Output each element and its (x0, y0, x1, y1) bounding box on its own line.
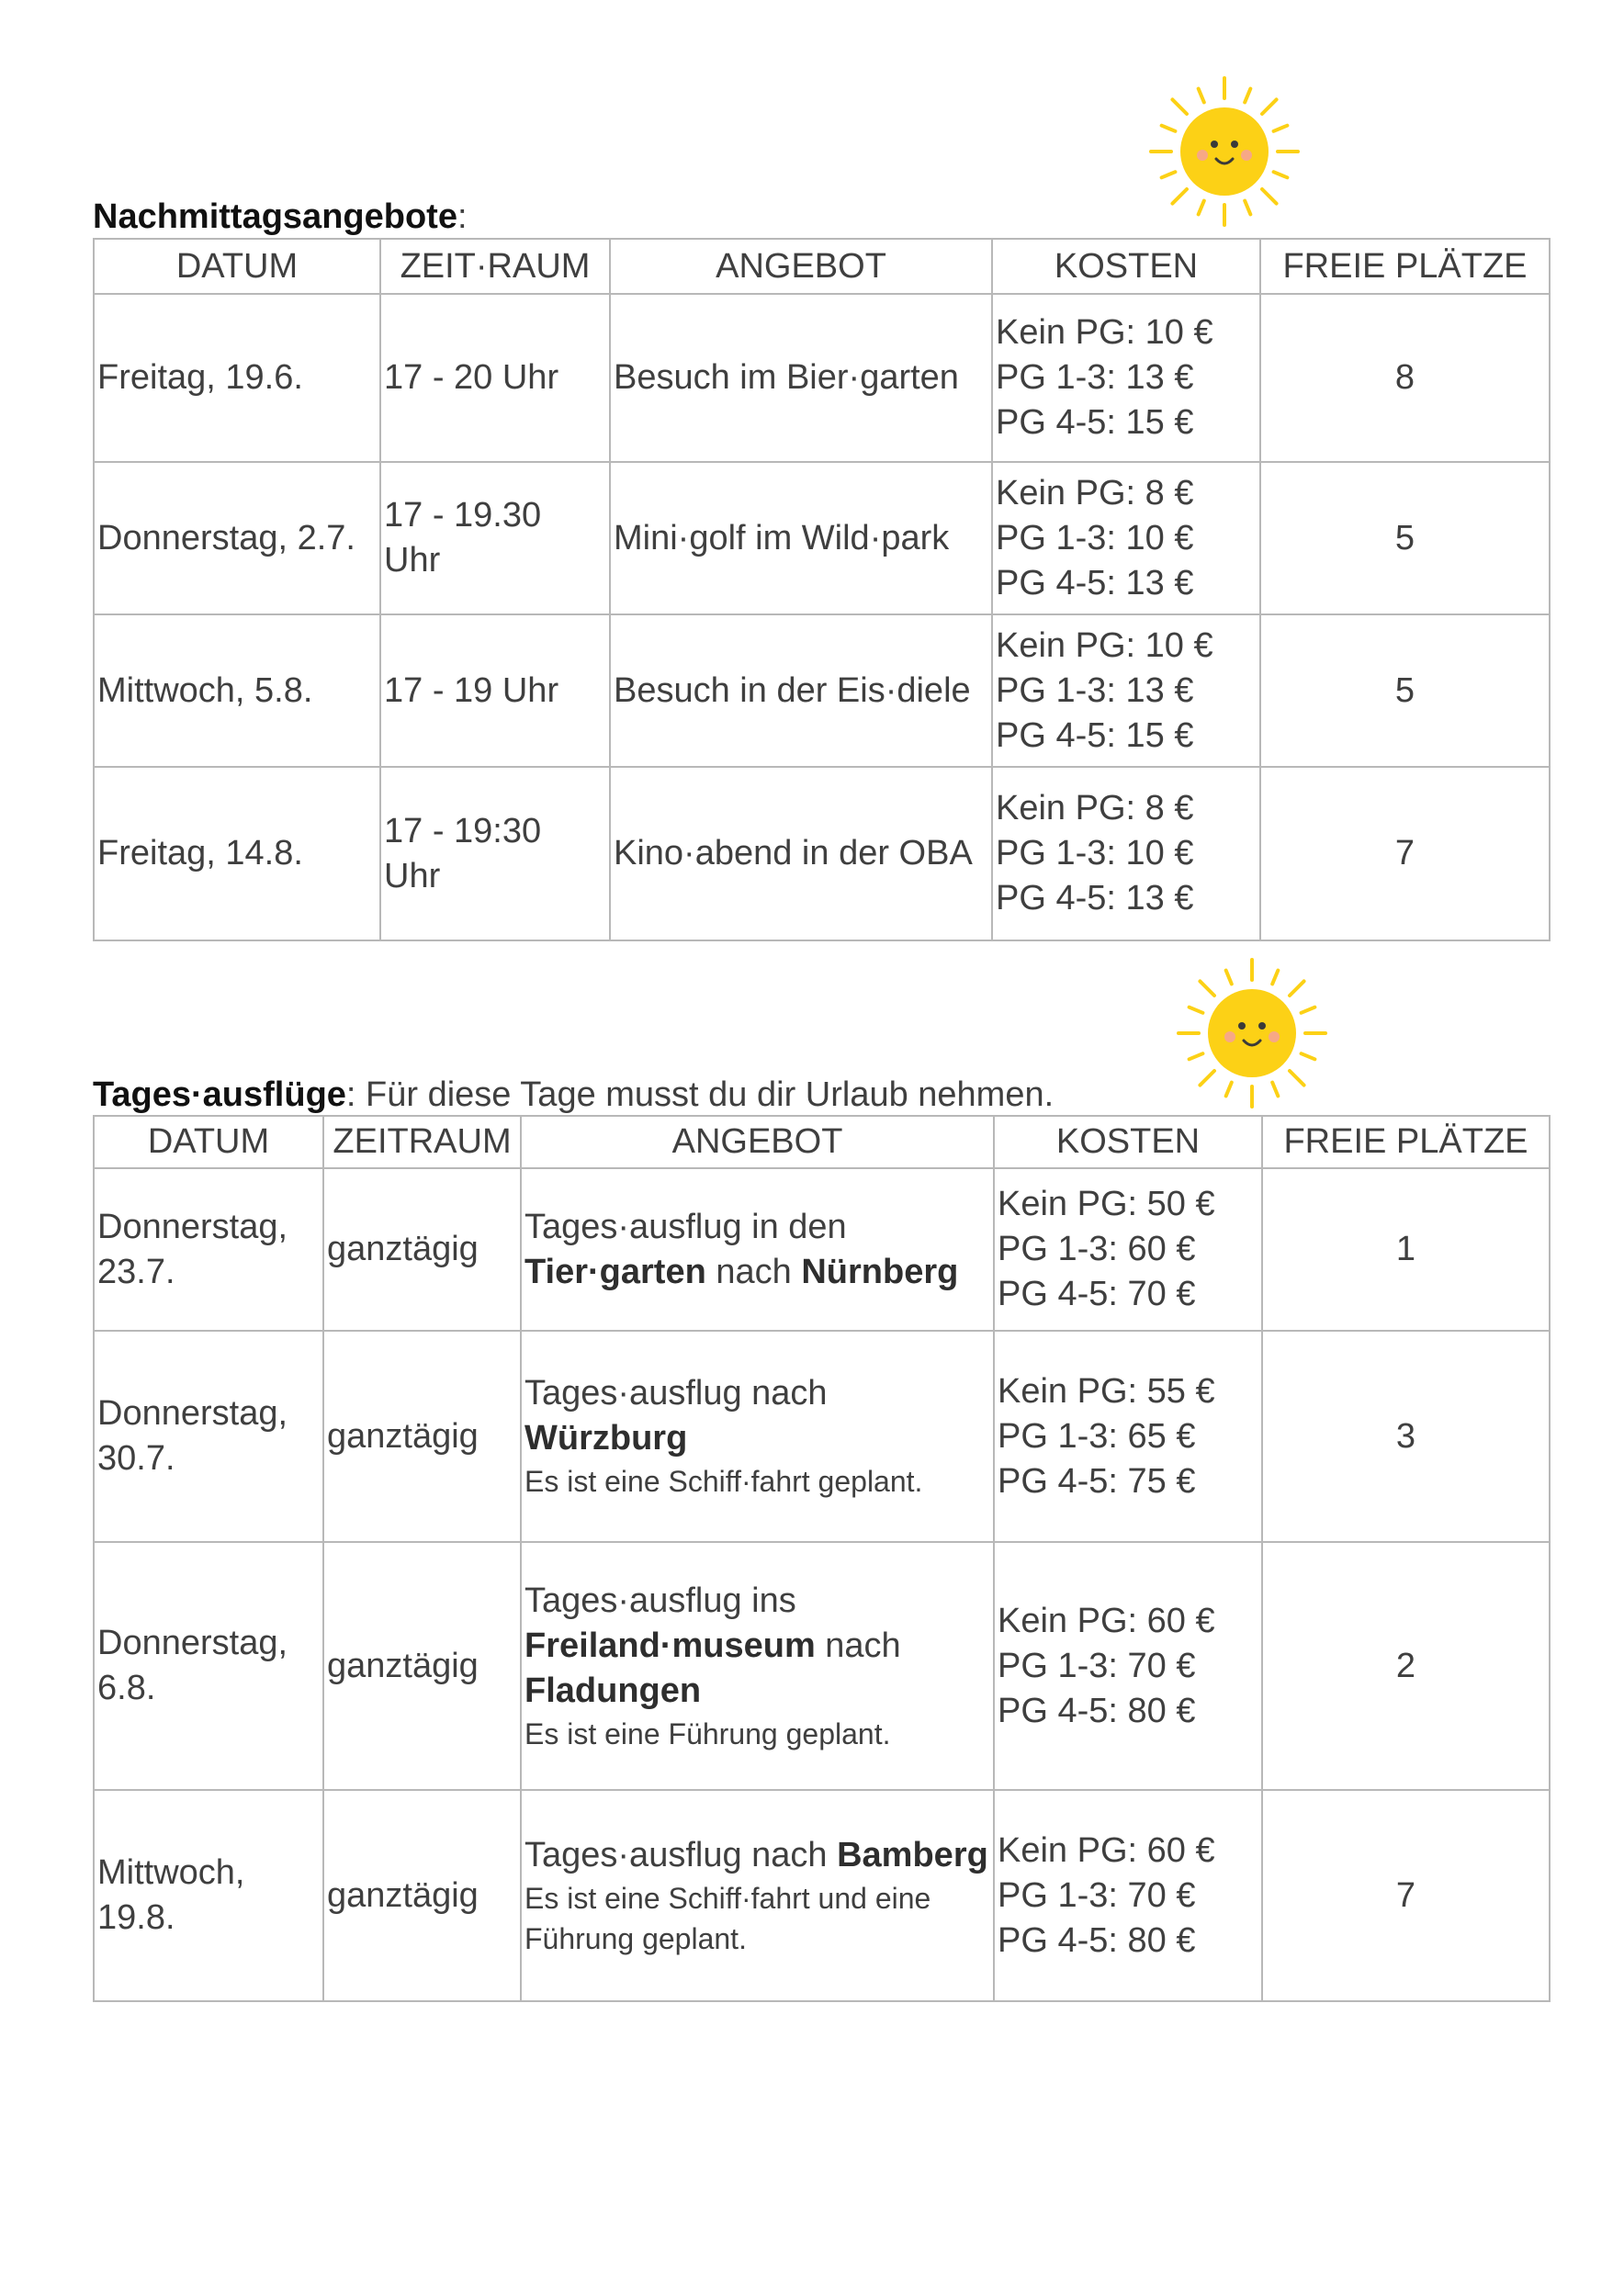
price-pg-4-5: PG 4-5: 80 € (998, 1691, 1196, 1730)
offer-highlight: Freiland·museum (524, 1626, 816, 1665)
afternoon-header-row (94, 239, 1550, 294)
price-pg-4-5: PG 4-5: 13 € (996, 879, 1194, 917)
sun-icon (1146, 73, 1303, 230)
cell-zeitraum: ganztägig (323, 1790, 521, 2001)
cell-angebot (521, 1790, 994, 2001)
cell-angebot: Besuch in der Eis·diele (610, 614, 992, 767)
offer-note: Es ist eine Schiff·fahrt und eine Führung geplant. (524, 1881, 931, 1955)
column-header-zeitraum: ZEIT·RAUM (380, 239, 610, 294)
sun-ray (1226, 971, 1232, 985)
sun-ray (1262, 99, 1277, 114)
offer-highlight: Bamberg (837, 1835, 988, 1874)
cell-zeitraum: ganztägig (323, 1168, 521, 1331)
price-no-pg: Kein PG: 10 € (996, 313, 1213, 352)
sun-ray (1162, 172, 1176, 177)
sun-ray (1172, 99, 1187, 114)
cell-zeitraum: ganztägig (323, 1331, 521, 1542)
cell-angebot (521, 1168, 994, 1331)
cell-angebot: Kino·abend in der OBA (610, 767, 992, 940)
column-header-angebot: ANGEBOT (610, 239, 992, 294)
sun-ray (1272, 971, 1278, 985)
cell-zeitraum: ganztägig (323, 1542, 521, 1790)
offer-text-part: Tages·ausflug nach (524, 1835, 838, 1874)
cell-datum: Mittwoch, 5.8. (94, 614, 380, 767)
cell-datum: Donnerstag, 30.7. (94, 1331, 323, 1542)
cell-kosten (994, 1331, 1262, 1542)
sun-ray (1190, 1053, 1203, 1059)
cell-freie-plaetze: 8 (1260, 294, 1550, 462)
table-row (94, 614, 1550, 767)
cell-zeitraum: 17 - 19:30 Uhr (380, 767, 610, 940)
offer-note: Es ist eine Führung geplant. (524, 1716, 891, 1750)
offer-text-part: Tages·ausflug ins (524, 1581, 796, 1620)
table-row (94, 1542, 1550, 1790)
price-no-pg: Kein PG: 60 € (998, 1601, 1215, 1640)
table-row (94, 1331, 1550, 1542)
sun-ray (1199, 201, 1204, 215)
sun-ray (1200, 1071, 1214, 1086)
cell-datum: Freitag, 14.8. (94, 767, 380, 940)
trips-header-row (94, 1116, 1550, 1168)
cell-kosten (992, 614, 1260, 767)
sun-ray (1302, 1007, 1315, 1013)
column-header-kosten: KOSTEN (992, 239, 1260, 294)
price-pg-1-3: PG 1-3: 13 € (996, 670, 1194, 710)
cell-kosten (992, 767, 1260, 940)
cell-freie-plaetze: 3 (1262, 1331, 1550, 1542)
column-header-angebot: ANGEBOT (521, 1116, 994, 1168)
column-header-freie-plaetze: FREIE PLÄTZE (1260, 239, 1550, 294)
table-row (94, 1790, 1550, 2001)
sun-ray (1302, 1053, 1315, 1059)
price-pg-1-3: PG 1-3: 65 € (998, 1416, 1196, 1456)
cell-freie-plaetze: 5 (1260, 614, 1550, 767)
cell-freie-plaetze: 7 (1262, 1790, 1550, 2001)
trips-heading (93, 1075, 1054, 1115)
offer-highlight: Tier·garten (524, 1252, 706, 1291)
cell-datum: Donnerstag, 6.8. (94, 1542, 323, 1790)
afternoon-heading (93, 197, 468, 237)
sun-icon (1174, 955, 1330, 1111)
sun-ray (1199, 89, 1204, 103)
column-header-datum: DATUM (94, 1116, 323, 1168)
price-no-pg: Kein PG: 50 € (998, 1185, 1215, 1223)
offer-note: Es ist eine Schiff·fahrt geplant. (524, 1465, 923, 1498)
price-pg-1-3: PG 1-3: 70 € (998, 1875, 1196, 1915)
column-header-freie-plaetze: FREIE PLÄTZE (1262, 1116, 1550, 1168)
cell-zeitraum: 17 - 19.30 Uhr (380, 462, 610, 614)
column-header-kosten: KOSTEN (994, 1116, 1262, 1168)
price-pg-1-3: PG 1-3: 13 € (996, 358, 1194, 397)
price-no-pg: Kein PG: 8 € (996, 789, 1194, 827)
price-no-pg: Kein PG: 10 € (996, 625, 1213, 665)
price-pg-4-5: PG 4-5: 70 € (998, 1275, 1196, 1313)
sun-ray (1162, 126, 1176, 131)
offer-text-part: nach (705, 1252, 802, 1291)
sun-ray (1245, 201, 1250, 215)
sun-ray (1274, 126, 1288, 131)
price-no-pg: Kein PG: 60 € (998, 1830, 1215, 1870)
sun-ray (1190, 1007, 1203, 1013)
offer-highlight: Würzburg (524, 1419, 688, 1458)
afternoon-heading-title: Nachmittagsangebote (93, 197, 457, 236)
cell-datum: Mittwoch, 19.8. (94, 1790, 323, 2001)
cell-angebot: Besuch im Bier·garten (610, 294, 992, 462)
offer-text (524, 1581, 901, 1710)
price-no-pg: Kein PG: 8 € (996, 473, 1194, 512)
cell-freie-plaetze: 5 (1260, 462, 1550, 614)
sun-ray (1262, 189, 1277, 204)
price-pg-4-5: PG 4-5: 15 € (996, 403, 1194, 442)
cell-freie-plaetze: 7 (1260, 767, 1550, 940)
column-header-zeitraum: ZEITRAUM (323, 1116, 521, 1168)
cell-kosten (992, 294, 1260, 462)
price-pg-1-3: PG 1-3: 10 € (996, 834, 1194, 872)
cell-datum: Donnerstag, 23.7. (94, 1168, 323, 1331)
afternoon-heading-suffix: : (457, 197, 468, 236)
offer-text (524, 1836, 988, 1874)
offer-text (524, 1374, 828, 1458)
offer-text-part: Tages·ausflug in den (524, 1207, 847, 1246)
offer-text (524, 1208, 958, 1291)
cell-kosten (992, 462, 1260, 614)
cell-kosten (994, 1542, 1262, 1790)
sun-ray (1290, 1071, 1304, 1086)
sun-ray (1290, 981, 1304, 996)
sun-ray (1200, 981, 1214, 996)
price-pg-4-5: PG 4-5: 13 € (996, 563, 1194, 602)
table-row (94, 462, 1550, 614)
table-row (94, 1168, 1550, 1331)
sun-ray (1172, 189, 1187, 204)
offer-highlight: Fladungen (524, 1671, 702, 1710)
sun-ray (1245, 89, 1250, 103)
afternoon-table (93, 238, 1551, 941)
trips-heading-title: Tages·ausflüge (93, 1075, 346, 1114)
sun-ray (1226, 1083, 1232, 1097)
price-pg-1-3: PG 1-3: 10 € (996, 518, 1194, 557)
table-row (94, 767, 1550, 940)
price-pg-1-3: PG 1-3: 60 € (998, 1230, 1196, 1268)
cell-freie-plaetze: 1 (1262, 1168, 1550, 1331)
cell-zeitraum: 17 - 19 Uhr (380, 614, 610, 767)
cell-freie-plaetze: 2 (1262, 1542, 1550, 1790)
cell-datum: Donnerstag, 2.7. (94, 462, 380, 614)
cell-zeitraum: 17 - 20 Uhr (380, 294, 610, 462)
cell-angebot (521, 1542, 994, 1790)
price-pg-4-5: PG 4-5: 75 € (998, 1461, 1196, 1501)
offer-text-part: nach (815, 1626, 901, 1665)
table-row (94, 294, 1550, 462)
price-no-pg: Kein PG: 55 € (998, 1371, 1215, 1411)
offer-highlight: Nürnberg (801, 1252, 959, 1291)
price-pg-1-3: PG 1-3: 70 € (998, 1646, 1196, 1685)
cell-kosten (994, 1790, 1262, 2001)
cell-kosten (994, 1168, 1262, 1331)
column-header-datum: DATUM (94, 239, 380, 294)
sun-ray (1272, 1083, 1278, 1097)
trips-heading-suffix: : Für diese Tage musst du dir Urlaub nehmen. (345, 1075, 1054, 1114)
price-pg-4-5: PG 4-5: 80 € (998, 1920, 1196, 1960)
price-pg-4-5: PG 4-5: 15 € (996, 715, 1194, 755)
cell-angebot: Mini·golf im Wild·park (610, 462, 992, 614)
cell-angebot (521, 1331, 994, 1542)
offer-text-part: Tages·ausflug nach (524, 1374, 828, 1412)
trips-table (93, 1115, 1551, 2002)
sun-ray (1274, 172, 1288, 177)
cell-datum: Freitag, 19.6. (94, 294, 380, 462)
